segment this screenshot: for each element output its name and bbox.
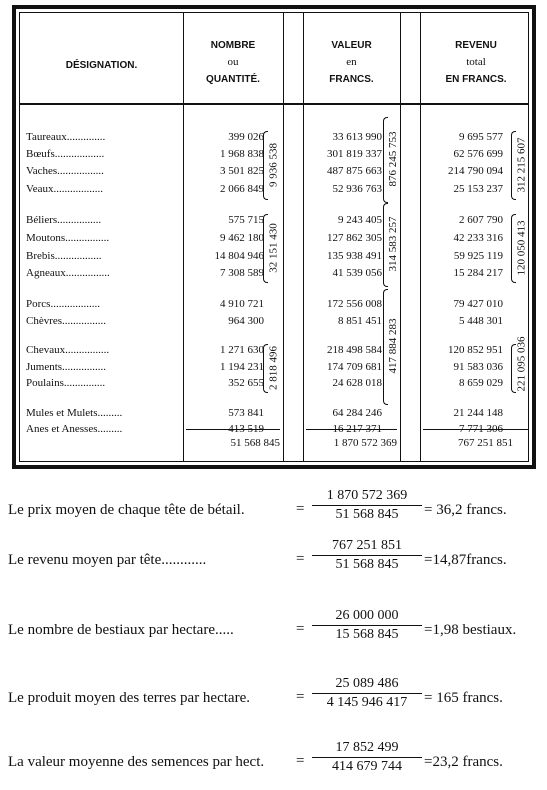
row-value: 174 709 681 <box>327 361 382 373</box>
equation-result: =23,2 francs. <box>424 754 503 770</box>
subtotal-revenue: 221 095 036 <box>515 336 527 391</box>
row-designation: Porcs.................. <box>26 298 100 310</box>
row-revenue: 8 659 029 <box>459 377 503 389</box>
row-value: 172 556 008 <box>327 298 382 310</box>
group-brace <box>511 214 516 283</box>
row-designation: Vaches................. <box>26 165 104 177</box>
row-revenue: 59 925 119 <box>453 250 503 262</box>
row-value: 218 498 584 <box>327 344 382 356</box>
row-designation: Poulains............... <box>26 377 106 389</box>
total-revenue: 767 251 851 <box>458 437 513 449</box>
row-value: 135 938 491 <box>327 250 382 262</box>
row-designation: Chevaux................ <box>26 344 110 356</box>
fraction-bar <box>312 693 422 694</box>
table-inner-border <box>19 12 529 462</box>
group-brace <box>511 344 516 393</box>
group-brace <box>383 203 388 287</box>
equation-label: Le nombre de bestiaux par hectare..... <box>8 622 234 638</box>
row-revenue: 15 284 217 <box>453 267 503 279</box>
fraction-numerator: 767 251 851 <box>332 538 402 553</box>
total-value: 1 870 572 369 <box>333 437 397 449</box>
group-brace <box>263 344 268 393</box>
fraction-numerator: 25 089 486 <box>335 676 399 691</box>
row-designation: Moutons................ <box>26 232 110 244</box>
fraction-numerator: 1 870 572 369 <box>326 488 408 503</box>
equation-label: Le revenu moyen par tête............ <box>8 552 207 568</box>
subtotal-revenue: 312 215 607 <box>515 137 527 192</box>
fraction-denominator: 51 568 845 <box>335 557 399 572</box>
fraction-bar <box>312 757 422 758</box>
equals-sign: = <box>296 501 305 517</box>
equation-fraction <box>312 676 422 711</box>
row-revenue: 120 852 951 <box>448 344 503 356</box>
row-designation: Agneaux................ <box>26 267 110 279</box>
row-revenue: 9 695 577 <box>459 131 503 143</box>
row-revenue: 62 576 699 <box>453 148 503 160</box>
subtotal-value: 417 884 283 <box>387 318 399 374</box>
equation-result: = 36,2 francs. <box>424 502 507 518</box>
row-quantity: 7 308 589 <box>220 267 264 279</box>
row-revenue: 91 583 036 <box>453 361 503 373</box>
row-revenue: 214 790 094 <box>448 165 503 177</box>
fraction-denominator: 414 679 744 <box>332 759 402 774</box>
row-value: 41 539 056 <box>332 267 382 279</box>
livestock-table <box>12 5 536 469</box>
equation-result: =14,87francs. <box>424 552 507 568</box>
equation-fraction <box>312 488 422 523</box>
row-revenue: 25 153 237 <box>453 183 503 195</box>
fraction-denominator: 4 145 946 417 <box>326 695 408 710</box>
row-designation: Taureaux.............. <box>26 131 106 143</box>
row-quantity: 1 271 630 <box>220 344 264 356</box>
row-revenue: 79 427 010 <box>453 298 503 310</box>
total-rule <box>423 429 529 430</box>
fraction-bar <box>312 555 422 556</box>
group-brace <box>263 131 268 200</box>
equals-sign: = <box>296 753 305 769</box>
equals-sign: = <box>296 621 305 637</box>
group-brace <box>511 131 516 200</box>
group-brace <box>263 214 268 283</box>
row-value: 52 936 763 <box>332 183 382 195</box>
row-quantity: 352 655 <box>228 377 264 389</box>
subtotal-value: 876 245 753 <box>387 131 399 187</box>
row-quantity: 399 026 <box>228 131 264 143</box>
row-designation: Veaux.................. <box>26 183 103 195</box>
row-quantity: 3 501 825 <box>220 165 264 177</box>
equation-fraction <box>312 538 422 573</box>
row-quantity: 2 066 849 <box>220 183 264 195</box>
row-quantity: 1 968 838 <box>220 148 264 160</box>
header-designation: DÉSIGNATION. <box>65 60 138 71</box>
total-rule <box>306 429 397 430</box>
equation-label: Le prix moyen de chaque tête de bétail. <box>8 502 245 518</box>
equation-result: =1,98 bestiaux. <box>424 622 517 638</box>
row-designation: Bœufs.................. <box>26 148 105 160</box>
fraction-numerator: 17 852 499 <box>335 740 399 755</box>
subtotal-quantity: 9 936 538 <box>267 142 279 187</box>
row-designation: Béliers................ <box>26 214 102 226</box>
equation-label: La valeur moyenne des semences par hect. <box>8 754 265 770</box>
header-nombre: NOMBRE ou QUANTITÉ. <box>206 40 260 85</box>
row-designation: Anes et Anesses......... <box>26 423 123 435</box>
column-divider <box>283 13 284 461</box>
row-quantity: 1 194 231 <box>220 361 264 373</box>
subtotal-value: 314 583 257 <box>387 216 399 272</box>
total-rule <box>186 429 280 430</box>
header-revenu: REVENU total EN FRANCS. <box>445 40 507 85</box>
row-revenue: 7 771 306 <box>459 423 503 435</box>
row-quantity: 4 910 721 <box>220 298 264 310</box>
equals-sign: = <box>296 689 305 705</box>
row-revenue: 21 244 148 <box>453 407 503 419</box>
row-designation: Brebis................. <box>26 250 102 262</box>
row-revenue: 2 607 790 <box>459 214 503 226</box>
row-revenue: 5 448 301 <box>459 315 503 327</box>
header-valeur: VALEUR en FRANCS. <box>329 40 374 85</box>
subtotal-quantity: 2 818 496 <box>267 345 279 390</box>
row-value: 64 284 246 <box>332 407 382 419</box>
equation-fraction <box>312 740 422 775</box>
row-quantity: 14 804 946 <box>214 250 264 262</box>
row-value: 8 851 451 <box>338 315 382 327</box>
row-quantity: 575 715 <box>228 214 264 226</box>
header-rule <box>20 103 528 105</box>
row-quantity: 9 462 180 <box>220 232 264 244</box>
subtotal-quantity: 32 151 430 <box>267 222 279 273</box>
group-brace <box>383 117 388 203</box>
row-quantity: 964 300 <box>228 315 264 327</box>
row-designation: Juments................ <box>26 361 107 373</box>
fraction-numerator: 26 000 000 <box>335 608 399 623</box>
equation-result: = 165 francs. <box>424 690 503 706</box>
row-value: 33 613 990 <box>332 131 382 143</box>
fraction-denominator: 15 568 845 <box>335 627 399 642</box>
row-quantity: 573 841 <box>228 407 264 419</box>
group-brace <box>383 289 388 405</box>
row-value: 16 217 371 <box>332 423 382 435</box>
fraction-denominator: 51 568 845 <box>335 507 399 522</box>
equals-sign: = <box>296 551 305 567</box>
fraction-bar <box>312 625 422 626</box>
subtotal-revenue: 120 050 413 <box>515 220 527 275</box>
row-value: 487 875 663 <box>327 165 382 177</box>
row-value: 9 243 405 <box>338 214 382 226</box>
row-designation: Mules et Mulets......... <box>26 407 123 419</box>
row-revenue: 42 233 316 <box>453 232 503 244</box>
row-quantity: 413 519 <box>228 423 264 435</box>
total-quantity: 51 568 845 <box>230 437 280 449</box>
fraction-bar <box>312 505 422 506</box>
row-value: 24 628 018 <box>332 377 382 389</box>
row-value: 301 819 337 <box>327 148 382 160</box>
equation-label: Le produit moyen des terres par hectare. <box>8 690 250 706</box>
row-designation: Chèvres................ <box>26 315 107 327</box>
equation-fraction <box>312 608 422 643</box>
row-value: 127 862 305 <box>327 232 382 244</box>
